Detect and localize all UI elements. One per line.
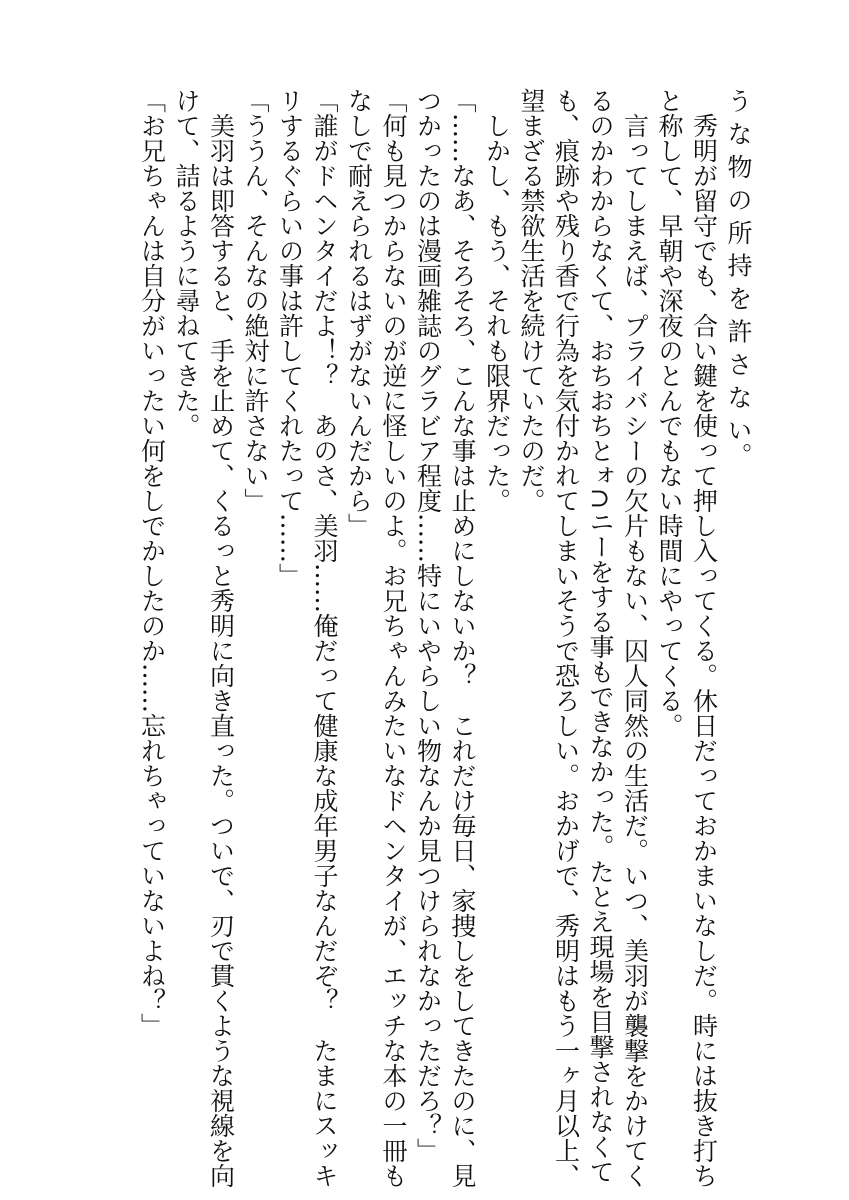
text-line: 「何も見つからないのが逆に怪しいのよ。お兄ちゃんみたいなドヘンタイが、エッチな本の一冊も bbox=[379, 88, 408, 1188]
text-line: も、痕跡や残り香で行為を気付かれてしまいそうで恐ろしい。おかげで、秀明はもう一ヶ月以上、 bbox=[551, 88, 581, 1188]
text-line: と称して、早朝や深夜のとんでもない時間にやってくる。 bbox=[655, 88, 684, 738]
text-line: う な 物 の 所 持 を 許 さ な い。 bbox=[724, 88, 753, 468]
text-line: 望まざる禁欲生活を続けていたのだ。 bbox=[517, 88, 546, 513]
text-line: 秀明が留守でも、合い鍵を使って押し入ってくる。休日だっておかまいなしだ。時には抜き打ち bbox=[689, 113, 719, 1188]
text-line: るのかわからなくて、おちおちとォ∩ニーをする事もできなかった。たとえ現場を目撃されなくて bbox=[586, 88, 615, 1184]
text-line: 美羽は即答すると、手を止めて、くるっと秀明に向き直った。ついで、刃で貫くような視線を向 bbox=[206, 113, 236, 1188]
text-line: 「……なあ、そろそろ、こんな事は止めにしないか？ これだけ毎日、家捜しをしてきたのに、見 bbox=[448, 88, 477, 1188]
text-line: なしで耐えられるはずがないんだから」 bbox=[344, 88, 374, 538]
text-line: けて、詰るように尋ねてきた。 bbox=[172, 88, 201, 438]
text-line: 「誰がドヘンタイだよ！？ あのさ、美羽……俺だって健康な成年男子なんだぞ？ たまにスッキ bbox=[310, 88, 339, 1188]
text-line: リするぐらいの事は許してくれたって……」 bbox=[275, 88, 305, 588]
text-line: しかし、もう、それも限界だった。 bbox=[482, 113, 512, 513]
text-line: つかったのは漫画雑誌のグラビア程度……特にいやらしい物なんか見つけられなかっただろ？」 bbox=[413, 88, 443, 1163]
text-line: 「ううん、そんなの絶対に許さない」 bbox=[241, 88, 270, 513]
vertical-text-body bbox=[134, 88, 755, 1188]
text-line: 言ってしまえば、プライバシーの欠片もない、囚人同然の生活だ。いつ、美羽が襲撃をかけてく bbox=[620, 113, 650, 1188]
text-line: 「お兄ちゃんは自分がいったい何をしでかしたのか……忘れちゃっていないよね？」 bbox=[137, 88, 167, 1038]
